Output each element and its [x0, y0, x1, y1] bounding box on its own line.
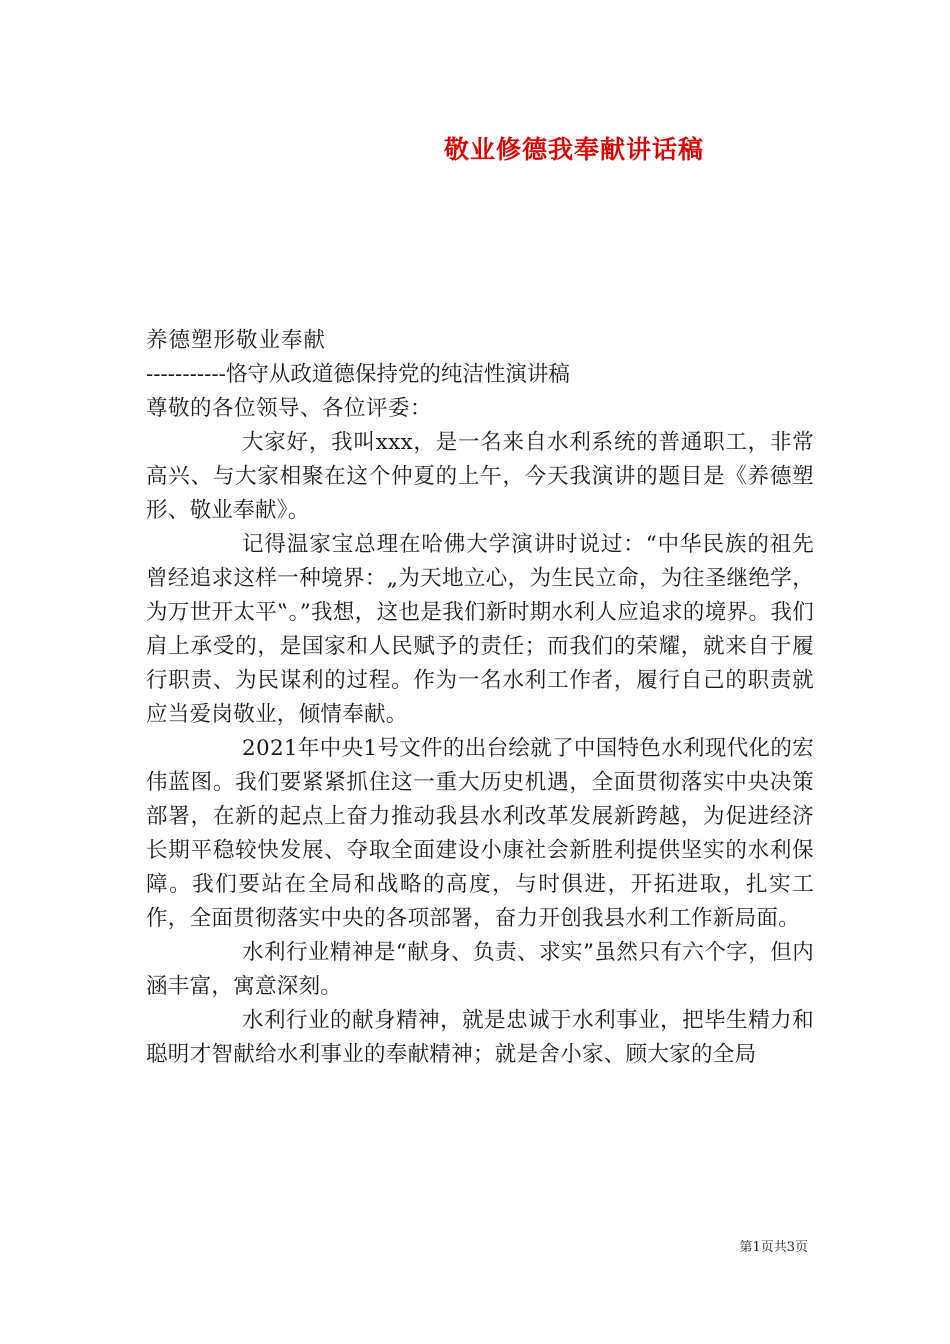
- paragraph: 2021年中央1号文件的出台绘就了中国特色水利现代化的宏伟蓝图。我们要紧紧抓住这一重大历史机遇，全面贯彻落实中央决策部署，在新的起点上奋力推动我县水利改革发展新跨越，为促进经济长期平稳较快发展、夺取全面建设小康社会新胜利提供坚实的水利保障。我们要站在全局和战略的高度，与时俱进，开拓进取，扎实工作，全面贯彻落实中央的各项部署，奋力开创我县水利工作新局面。: [146, 736, 814, 931]
- page-number-footer: 第1页共3页: [739, 1240, 808, 1255]
- salutation: 尊敬的各位领导、各位评委：: [146, 396, 433, 421]
- paragraph: 水利行业的献身精神，就是忠诚于水利事业，把毕生精力和聪明才智献给水利事业的奉献精神；就是舍小家、顾大家的全局: [146, 1008, 814, 1067]
- paragraph: 水利行业精神是“献身、负责、求实”虽然只有六个字，但内涵丰富，寓意深刻。: [146, 940, 814, 999]
- paragraph: 大家好，我叫xxx，是一名来自水利系统的普通职工，非常高兴、与大家相聚在这个仲夏的上午，今天我演讲的题目是《养德塑形、敬业奉献》。: [146, 430, 814, 523]
- paragraph: 记得温家宝总理在哈佛大学演讲时说过：“中华民族的祖先曾经追求这样一种境界：„为天地立心，为生民立命，为往圣继绝学，为万世开太平‟。”我想，这也是我们新时期水利人应追求的境界。我们肩上承受的，是国家和人民赋予的责任；而我们的荣耀，就来自于履行职责、为民谋利的过程。作为一名水利工作者，履行自己的职责就应当爱岗敬业，倾情奉献。: [146, 532, 814, 727]
- document-title: 敬业修德我奉献讲话稿: [443, 135, 704, 164]
- subtitle: 养德塑形敬业奉献: [146, 328, 327, 353]
- dash-subtitle: -----------恪守从政道德保持党的纯洁性演讲稿: [146, 362, 570, 387]
- document-body: [146, 324, 814, 1072]
